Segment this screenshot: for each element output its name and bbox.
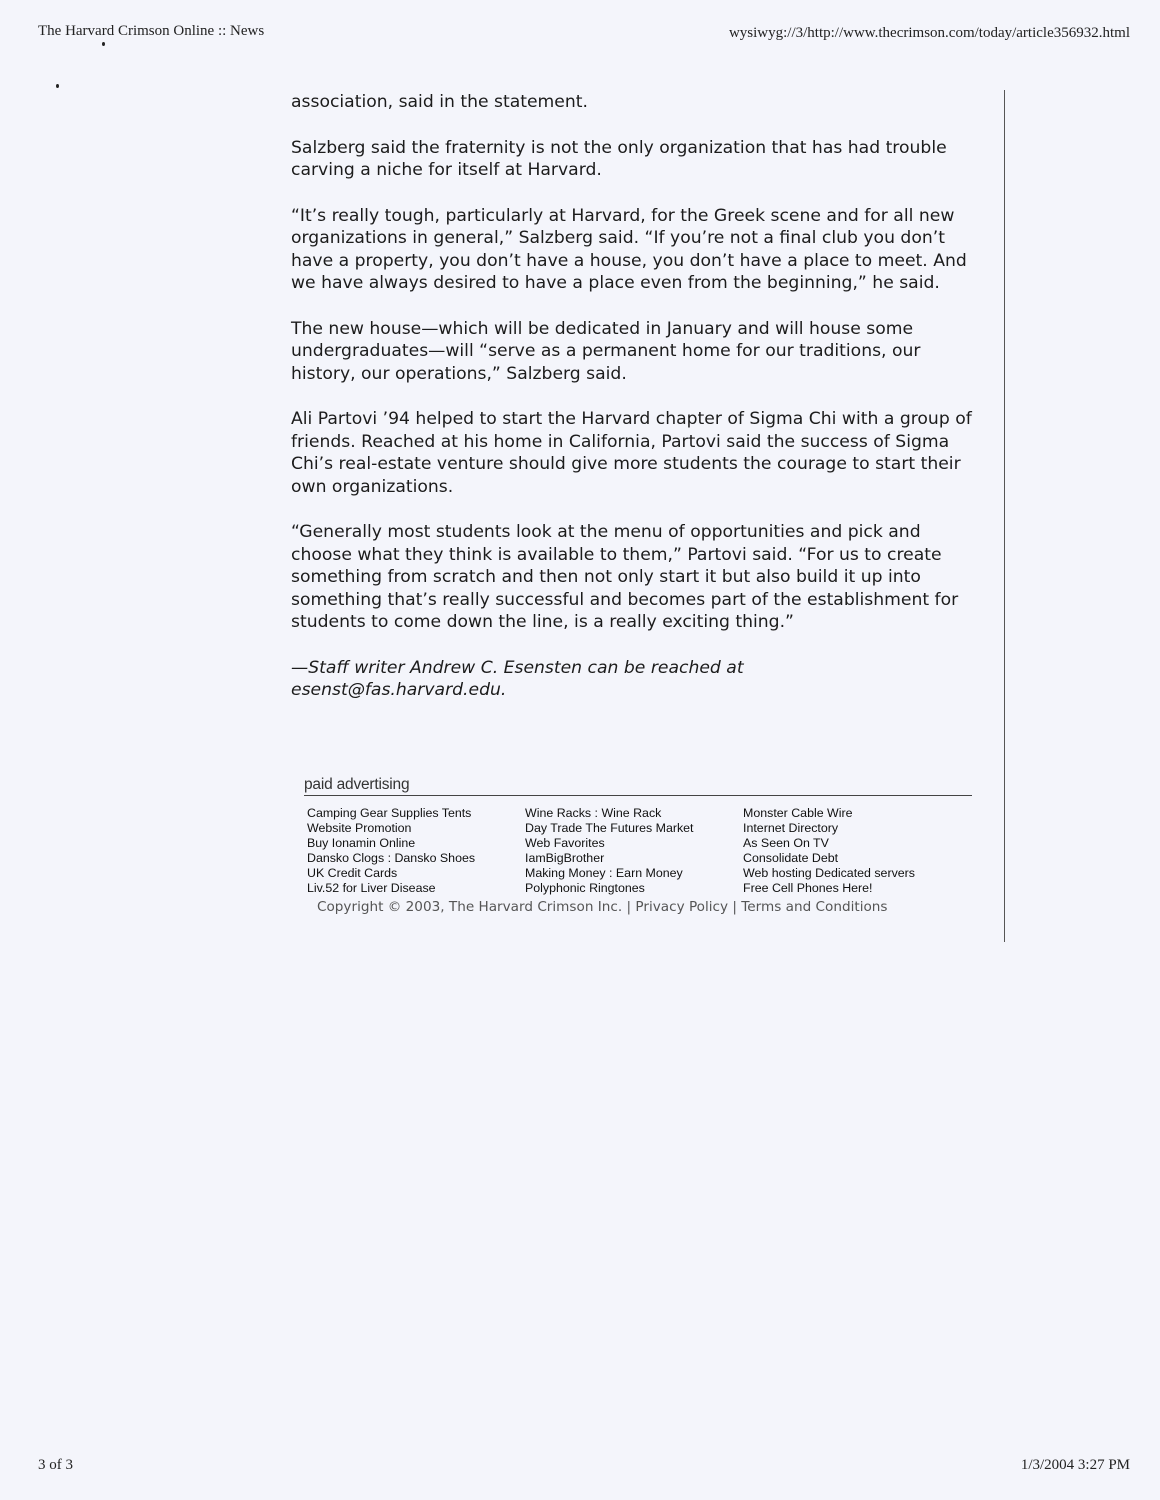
article-paragraph: The new house—which will be dedicated in January and will house some undergraduates—will “serve as a permanent home for our traditions, our history, our operations,” Salzberg said. (291, 318, 921, 384)
ad-link[interactable]: Liv.52 for Liver Disease (307, 881, 436, 895)
byline-text: —Staff writer Andrew C. Esensten can be reached at (291, 657, 744, 678)
privacy-policy-link[interactable]: Privacy Policy (635, 899, 729, 915)
copyright-text: Copyright © 2003, The Harvard Crimson Inc. (317, 899, 623, 915)
ad-link[interactable]: Camping Gear Supplies Tents (307, 806, 472, 820)
scan-speck (102, 42, 105, 46)
article-body (291, 91, 981, 702)
ad-link[interactable]: Internet Directory (743, 821, 839, 835)
staff-byline (291, 657, 981, 702)
ad-link[interactable]: Wine Racks : Wine Rack (525, 806, 662, 820)
ad-link[interactable]: As Seen On TV (743, 836, 829, 850)
article-paragraph: “Generally most students look at the menu of opportunities and pick and choose what they think is available to them,” Partovi said. “For us to create something from scratch and then not only start it but also build it up into something that’s really successful and becomes part of the establishment for students to come down the line, is a really exciting thing.” (291, 522, 959, 632)
paid-advertising-section (304, 776, 972, 896)
ads-grid (304, 806, 972, 896)
ad-link[interactable]: Making Money : Earn Money (525, 866, 683, 880)
article-paragraph: Ali Partovi ’94 helped to start the Harvard chapter of Sigma Chi with a group of friends. Reached at his home in California, Partovi said the success of Sigma Chi’s real-estate venture should give more students the courage to start their own organizations. (291, 409, 972, 497)
print-header-url: wysiwyg://3/http://www.thecrimson.com/today/article356932.html (728, 25, 1130, 41)
ad-link[interactable]: Website Promotion (307, 821, 412, 835)
print-header-title: The Harvard Crimson Online :: News (38, 23, 265, 39)
ad-link[interactable]: Consolidate Debt (743, 851, 839, 865)
column-divider (1004, 90, 1005, 942)
scan-speck (56, 84, 59, 88)
ads-heading: paid advertising (304, 776, 972, 796)
ads-column (307, 806, 525, 896)
print-footer-datetime: 1/3/2004 3:27 PM (1020, 1457, 1130, 1473)
terms-and-conditions-link[interactable]: Terms and Conditions (741, 899, 888, 915)
print-footer-page-number: 3 of 3 (38, 1457, 73, 1473)
ads-column (743, 806, 972, 896)
article-paragraph: Salzberg said the fraternity is not the only organization that has had trouble carving a niche for itself at Harvard. (291, 137, 947, 180)
ad-link[interactable]: Web Favorites (525, 836, 605, 850)
ad-link[interactable]: Day Trade The Futures Market (525, 821, 694, 835)
ad-link[interactable]: IamBigBrother (525, 851, 605, 865)
ad-link[interactable]: Monster Cable Wire (743, 806, 853, 820)
ad-link[interactable]: Free Cell Phones Here! (743, 881, 873, 895)
ad-link[interactable]: Buy Ionamin Online (307, 836, 416, 850)
ad-link[interactable]: Polyphonic Ringtones (525, 881, 645, 895)
ad-link[interactable]: Web hosting Dedicated servers (743, 866, 915, 880)
article-paragraph: “It’s really tough, particularly at Harvard, for the Greek scene and for all new organizations in general,” Salzberg said. “If you’re not a final club you don’t have a property, you don’t have a house, you don’t have a place to meet. And we have always desired to have a place even from the beginning,” he said. (291, 205, 967, 293)
ad-link[interactable]: UK Credit Cards (307, 866, 398, 880)
byline-email[interactable]: esenst@fas.harvard.edu. (291, 680, 507, 700)
copyright-bar (317, 899, 887, 915)
article-paragraph: association, said in the statement. (291, 92, 588, 112)
ads-column (525, 806, 743, 896)
separator: | (728, 899, 742, 915)
separator: | (622, 899, 636, 915)
ad-link[interactable]: Dansko Clogs : Dansko Shoes (307, 851, 476, 865)
